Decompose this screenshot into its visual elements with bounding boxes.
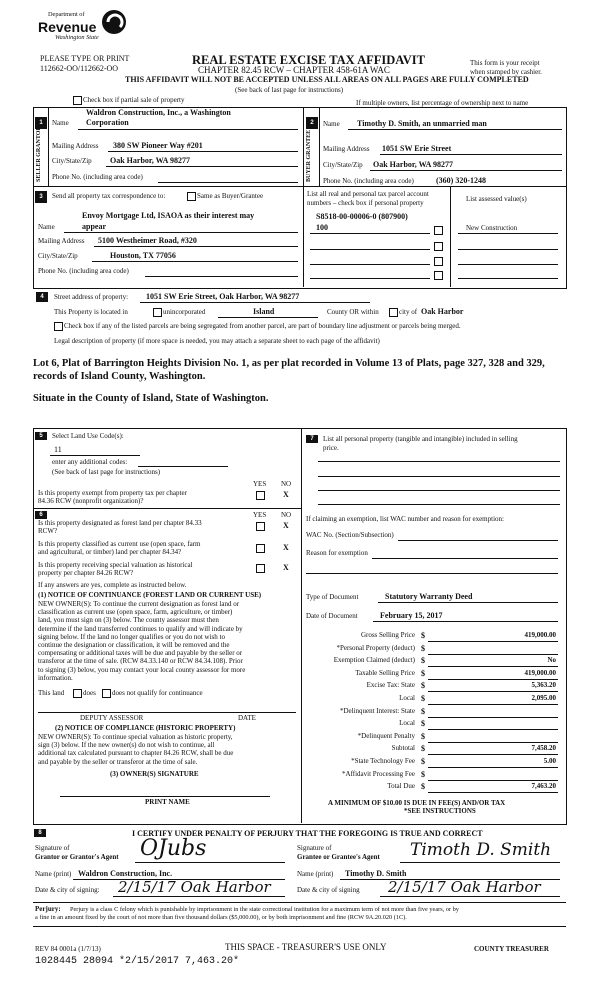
personal-property-checkbox-4[interactable] <box>434 271 443 280</box>
instructions-note: (See back of last page for instructions) <box>235 86 344 94</box>
exempt-question-2: 84.36 RCW (nonprofit organization)? <box>38 497 144 505</box>
revenue-wordmark: Revenue <box>38 19 97 35</box>
tax-row-label: Local <box>399 694 415 702</box>
seller-city-label: City/State/Zip <box>52 157 92 165</box>
street-label: Street address of property: <box>54 293 129 301</box>
dollar-sign: $ <box>421 631 425 640</box>
grantee-name-label: Name (print) <box>297 870 334 878</box>
grantee-date-city-label: Date & city of signing <box>297 886 360 894</box>
dollar-sign: $ <box>421 731 425 741</box>
seller-mailing: 380 SW Pioneer Way #201 <box>113 141 203 150</box>
form-warning: THIS AFFIDAVIT WILL NOT BE ACCEPTED UNLESS ALL AREAS ON ALL PAGES ARE FULLY COMPLETED <box>125 75 529 84</box>
land-use-label: Select Land Use Code(s): <box>52 432 124 440</box>
dollar-sign: $ <box>421 782 425 792</box>
historic-yes-checkbox[interactable] <box>256 564 265 573</box>
tax-row-value: 5.00 <box>543 757 556 765</box>
tax-row-underline <box>428 767 558 768</box>
tax-row-label: Exemption Claimed (deduct) <box>333 656 415 665</box>
tax-row-underline <box>428 717 558 718</box>
unincorporated-label: unincorporated <box>163 308 206 316</box>
tax-corr-city: Houston, TX 77056 <box>110 251 176 260</box>
buyer-name: Timothy D. Smith, an unmarried man <box>357 119 487 128</box>
grantee-sig-label-2: Grantee or Grantee's Agent <box>297 853 380 861</box>
dollar-sign: $ <box>421 643 425 653</box>
tax-row-value: 5,363.20 <box>531 681 556 690</box>
tax-row-value: 7,463.20 <box>531 782 556 791</box>
notice-2-title: (2) NOTICE OF COMPLIANCE (HISTORIC PROPERTY) <box>55 724 236 732</box>
exemption-reason-label: Reason for exemption <box>306 549 368 557</box>
perjury-text-2: a fine in an amount fixed by the court of not more than five thousand dollars ($5,000.00), or by both imprisonment and fine (RCW 9A.20.020 (1C). <box>35 914 407 921</box>
dollar-sign: $ <box>421 656 425 666</box>
sec5-no: NO <box>281 480 292 488</box>
grantor-name: Waldron Construction, Inc. <box>78 869 173 878</box>
minimum-due-note: A MINIMUM OF $10.00 IS DUE IN FEE(S) AND/OR TAX <box>328 799 506 807</box>
this-land-label: This land <box>38 689 65 697</box>
sec6-yes: YES <box>253 511 267 519</box>
notice-1-line: continue the designation or classification, it will be removed and the <box>38 641 230 649</box>
street-address: 1051 SW Erie Street, Oak Harbor, WA 98277 <box>146 292 300 301</box>
perjury-label: Perjury: <box>35 905 61 913</box>
tax-row-value: 419,000.00 <box>524 668 556 677</box>
parcels-header-1: List all real and personal tax parcel account <box>307 190 429 198</box>
dollar-sign: $ <box>421 769 425 779</box>
tax-corr-city-label: City/State/Zip <box>38 252 78 260</box>
tax-corr-name-label: Name <box>38 223 55 231</box>
doc-date-label: Date of Document <box>306 612 358 620</box>
tax-row-label: *Delinquent Interest: State <box>339 706 415 715</box>
personal-property-checkbox-3[interactable] <box>434 257 443 266</box>
legal-description-label: Legal description of property (if more space is needed, you may attach a separate sheet to each page of the affidavit) <box>54 337 380 345</box>
tax-row-label: Taxable Selling Price <box>355 668 415 677</box>
certify-statement: I CERTIFY UNDER PENALTY OF PERJURY THAT THE FOREGOING IS TRUE AND CORRECT <box>132 829 483 838</box>
sec6-no: NO <box>281 511 292 519</box>
tax-row-value: 419,000.00 <box>524 631 556 639</box>
tax-row-underline <box>428 704 558 705</box>
assessed-header: List assessed value(s) <box>466 195 527 203</box>
owner-signature-label: (3) OWNER(S) SIGNATURE <box>110 770 199 778</box>
notice-1-line: determine if the land transferred continues to qualify and will indicate by <box>38 624 243 633</box>
deputy-assessor-label: DEPUTY ASSESSOR <box>80 714 144 722</box>
tax-row-underline <box>428 729 558 730</box>
notice-1-line: land, you must sign on (3) below. The county assessor must then <box>38 616 219 625</box>
rev-form-number: REV 84 0001a (1/7/13) <box>35 945 101 953</box>
tax-row-value: 2,095.00 <box>531 694 556 702</box>
tax-row-label: Total Due <box>387 782 415 791</box>
notice-1-line: transferor at the time of sale. (RCW 84.33.140 or RCW 84.34.108). Prior <box>38 657 243 666</box>
parcel-number: S8518-00-00006-0 (807900) <box>316 212 408 221</box>
personal-property-label-1: List all personal property (tangible and intangible) included in selling <box>323 435 518 443</box>
tax-row-label: Gross Selling Price <box>360 631 415 639</box>
section-2-badge: 2 <box>306 117 318 129</box>
notice-1-title: (1) NOTICE OF CONTINUANCE (FOREST LAND OR CURRENT USE) <box>38 591 262 599</box>
grantor-date-city-label: Date & city of signing: <box>35 886 100 894</box>
date-label: DATE <box>238 714 256 722</box>
seller-name-line2: Corporation <box>86 118 129 127</box>
forest-question-2: RCW? <box>38 527 58 535</box>
form-chapter: CHAPTER 82.45 RCW – CHAPTER 458-61A WAC <box>198 65 390 75</box>
forest-question-1: Is this property designated as forest land per chapter 84.33 <box>38 519 202 527</box>
state-label: Washington State <box>55 34 99 41</box>
same-as-buyer-label: Same as Buyer/Grantee <box>197 192 264 200</box>
legal-line-1: Lot 6, Plat of Barrington Heights Division No. 1, as per plat recorded in Volume 13 of Plats, page 327, 328 and 329, <box>33 358 545 369</box>
notice-1-line: classification as current use (open space, farm, agriculture, or timber) <box>38 608 233 617</box>
tax-row-value: 7,458.20 <box>531 744 556 753</box>
seller-city: Oak Harbor, WA 98277 <box>110 156 191 165</box>
forest-no-answer: X <box>283 521 289 530</box>
dollar-sign: $ <box>421 719 425 729</box>
tax-row-underline <box>428 679 558 680</box>
tax-row-label: *Delinquent Penalty <box>357 731 415 740</box>
grantee-sig-label-1: Signature of <box>297 844 332 852</box>
if-yes-note: If any answers are yes, complete as instructed below. <box>38 581 187 589</box>
tax-row-label: Local <box>399 719 415 728</box>
notice-1-line: information. <box>38 673 73 682</box>
tax-row-label: *State Technology Fee <box>351 757 415 765</box>
county-treasurer: COUNTY TREASURER <box>474 945 549 953</box>
grantor-date-city: 2/15/17 Oak Harbor <box>118 878 271 896</box>
tax-row-underline <box>428 792 558 793</box>
perjury-text-1: Perjury is a class C felony which is punishable by imprisonment in the state correctional institution for a maximum term of not more than five years, or by <box>70 906 459 913</box>
dollar-sign: $ <box>421 694 425 703</box>
county-label: County OR within <box>327 308 379 316</box>
notice-2-line: and payable by the seller or transferor at the time of sale. <box>38 757 198 766</box>
dollar-sign: $ <box>421 668 425 678</box>
section-6-badge: 6 <box>35 511 47 519</box>
treasurer-space: THIS SPACE - TREASURER'S USE ONLY <box>225 942 387 952</box>
wac-label: WAC No. (Section/Subsection) <box>306 531 394 539</box>
dollar-sign: $ <box>421 757 425 766</box>
legal-line-2: records of Island County, Washington. <box>33 371 206 382</box>
seller-name-label: Name <box>52 119 69 127</box>
receipt-note-2: when stamped by cashier. <box>470 68 542 76</box>
section-4-badge: 4 <box>36 292 48 302</box>
legal-line-3: Situate in the County of Island, State of Washington. <box>33 393 269 404</box>
buyer-phone: (360) 320-1248 <box>436 176 486 185</box>
city-value: Oak Harbor <box>421 307 464 316</box>
tax-corr-mailing-label: Mailing Address <box>38 237 85 245</box>
historic-question-2: property per chapter 84.26 RCW? <box>38 569 134 577</box>
within-city-checkbox[interactable] <box>389 308 398 317</box>
current-use-question-2: and agricultural, or timber) land per chapter 84.34? <box>38 548 182 556</box>
tax-row-underline <box>428 754 558 755</box>
form-title: REAL ESTATE EXCISE TAX AFFIDAVIT <box>192 53 425 67</box>
buyer-phone-label: Phone No. (including area code) <box>323 177 414 185</box>
grantor-sig-label-1: Signature of <box>35 844 70 852</box>
current-use-yes-checkbox[interactable] <box>256 544 265 553</box>
cashier-stamp: 1028445 28094 *2/15/2017 7,463.20* <box>35 956 240 967</box>
county-value: Island <box>253 307 275 316</box>
does-checkbox[interactable] <box>73 689 82 698</box>
section-7-badge: 7 <box>306 435 318 443</box>
see-instructions-note: *SEE INSTRUCTIONS <box>404 807 476 815</box>
tax-corr-mailing: 5100 Westheimer Road, #320 <box>98 236 197 245</box>
parcels-header-2: numbers – check box if personal property <box>307 199 424 207</box>
multiple-owners-note: If multiple owners, list percentage of ownership next to name <box>356 99 529 107</box>
seller-mailing-label: Mailing Address <box>52 142 99 150</box>
see-back-label: (See back of last page for instructions) <box>52 468 161 476</box>
section-1-badge: 1 <box>35 117 47 129</box>
partial-sale-checkbox[interactable] <box>73 96 82 105</box>
historic-no-answer: X <box>283 563 289 572</box>
partial-sale-label: Check box if partial sale of property <box>83 96 185 104</box>
tax-row-underline <box>428 780 558 781</box>
buyer-side-label: BUYER GRANTEE <box>306 129 312 182</box>
parcel-percent: 100 <box>316 223 328 232</box>
tax-row-label: *Personal Property (deduct) <box>336 643 415 652</box>
tax-corr-label: Send all property tax correspondence to: <box>52 192 166 200</box>
notice-1-line: NEW OWNER(S): To continue the current designation as forest land or <box>38 600 240 608</box>
notice-2-line: additional tax calculated pursuant to chapter 84.26 RCW, shall be due <box>38 749 234 758</box>
seller-side-label: SELLER GRANTOR <box>36 126 42 182</box>
form-number: 112662-OO/112662-OO <box>40 64 119 73</box>
segregated-checkbox[interactable] <box>54 322 63 331</box>
unincorporated-checkbox[interactable] <box>153 308 162 317</box>
print-name-label: PRINT NAME <box>145 798 190 806</box>
grantee-name: Timothy D. Smith <box>345 869 407 878</box>
segregated-label: Check box if any of the listed parcels are being segregated from another parcel, are part of boundary line adjustment or parcels being merged. <box>64 322 461 330</box>
grantor-sig-label-2: Grantor or Grantor's Agent <box>35 853 119 861</box>
section-5-badge: 5 <box>35 432 47 440</box>
notice-1-line: compensating or additional taxes will be due and payable by the seller or <box>38 649 243 658</box>
current-use-no-answer: X <box>283 543 289 552</box>
dollar-sign: $ <box>421 681 425 691</box>
personal-property-checkbox-1[interactable] <box>434 226 443 235</box>
tax-row-label: Excise Tax: State <box>366 681 415 690</box>
seller-name-line1: Waldron Construction, Inc., a Washington <box>86 108 231 117</box>
tax-row-label: Subtotal <box>391 744 415 753</box>
receipt-note-1: This form is your receipt <box>470 59 540 67</box>
section-3-badge: 3 <box>35 191 47 203</box>
exemption-label: If claiming an exemption, list WAC number and reason for exemption: <box>306 515 504 523</box>
tax-row-label: *Affidavit Processing Fee <box>342 769 415 778</box>
notice-2-line: sign (3) below. If the new owner(s) do not wish to continue, all <box>38 741 215 750</box>
historic-question-1: Is this property receiving special valuation as historical <box>38 561 193 569</box>
does-not-checkbox[interactable] <box>102 689 111 698</box>
section-8-badge: 8 <box>34 829 46 837</box>
sec5-yes: YES <box>253 480 267 488</box>
dollar-sign: $ <box>421 744 425 754</box>
tax-corr-name-line2: appear <box>82 222 106 231</box>
exempt-yes-checkbox[interactable] <box>256 491 265 500</box>
dollar-sign: $ <box>421 706 425 716</box>
exempt-no-answer: X <box>283 490 289 499</box>
assessed-value: New Construction <box>466 224 518 232</box>
does-not-label: does not qualify for continuance <box>112 689 203 697</box>
forest-yes-checkbox[interactable] <box>256 522 265 531</box>
same-as-buyer-checkbox[interactable] <box>187 192 196 201</box>
tax-corr-name-line1: Envoy Mortgage Ltd, ISAOA as their interest may <box>82 211 255 220</box>
buyer-city-label: City/State/Zip <box>323 161 363 169</box>
dept-label: Department of <box>48 11 85 18</box>
buyer-name-label: Name <box>323 120 340 128</box>
grantee-signature: Timoth D. Smith <box>410 840 552 860</box>
print-note: PLEASE TYPE OR PRINT <box>40 54 130 63</box>
doc-date-value: February 15, 2017 <box>380 611 443 620</box>
current-use-question-1: Is this property classified as current use (open space, farm <box>38 540 201 548</box>
grantor-name-label: Name (print) <box>35 870 72 878</box>
grantee-date-city: 2/15/17 Oak Harbor <box>388 878 541 896</box>
buyer-mailing: 1051 SW Erie Street <box>382 144 452 153</box>
located-label: This Property is located in <box>54 308 128 316</box>
buyer-city: Oak Harbor, WA 98277 <box>373 160 454 169</box>
tax-row-underline <box>428 654 558 655</box>
grantor-signature: OJubs <box>140 836 207 861</box>
personal-property-checkbox-2[interactable] <box>434 242 443 251</box>
tax-row-underline <box>428 742 558 743</box>
tax-row-underline <box>428 666 558 667</box>
tax-corr-phone-label: Phone No. (including area code) <box>38 267 129 275</box>
tax-row-underline <box>428 691 558 692</box>
doc-type-value: Statutory Warranty Deed <box>385 592 473 601</box>
seller-phone-label: Phone No. (including area code) <box>52 173 143 181</box>
does-label: does <box>83 689 96 697</box>
exempt-question-1: Is this property exempt from property tax per chapter <box>38 489 187 497</box>
city-of-label: city of <box>399 308 418 316</box>
notice-1-line: to signing (3) below, you may contact your local county assessor for more <box>38 665 246 674</box>
buyer-mailing-label: Mailing Address <box>323 145 370 153</box>
personal-property-label-2: price. <box>323 444 339 452</box>
notice-2-line: NEW OWNER(S): To continue special valuation as historic property, <box>38 733 233 741</box>
additional-codes-label: enter any additional codes: <box>52 458 128 466</box>
land-use-code: 11 <box>54 445 62 454</box>
doc-type-label: Type of Document <box>306 593 359 601</box>
tax-row-underline <box>428 641 558 642</box>
tax-row-value: No <box>547 656 556 665</box>
notice-1-line: signing below. If the land no longer qualifies or you do not wish to <box>38 632 225 641</box>
